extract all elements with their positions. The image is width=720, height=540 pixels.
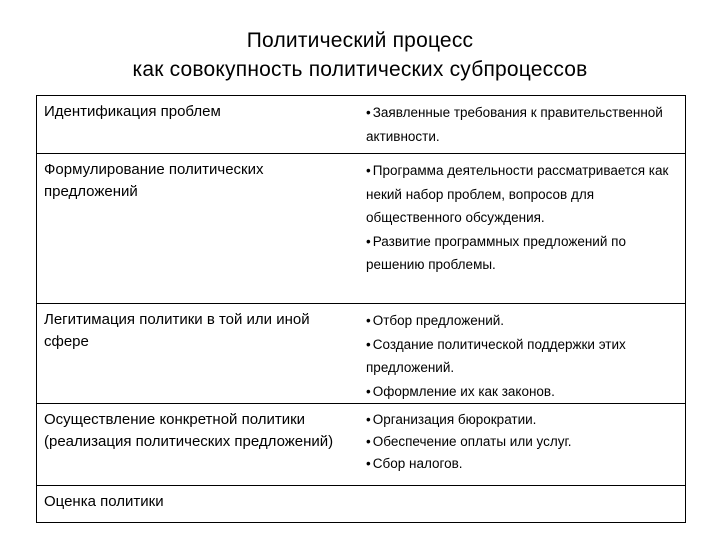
bullet-marker: • (366, 456, 371, 471)
process-table (36, 95, 686, 523)
bullet-marker: • (366, 434, 371, 449)
bullet-item (366, 101, 681, 148)
stage-cell: Осуществление конкретной политики (реализация политических предложений) (44, 411, 334, 450)
table-row-identification (37, 96, 685, 154)
slide-title (0, 26, 720, 84)
bullet-text: Создание политической поддержки этих предложений. (366, 336, 626, 375)
bullet-item (366, 309, 681, 333)
bullet-marker: • (366, 313, 371, 328)
table-row-legitimation (37, 304, 685, 404)
bullet-text: Отбор предложений. (372, 313, 505, 328)
bullet-marker: • (366, 383, 371, 399)
bullet-text: Заявленные требования к правительственной активности. (366, 105, 663, 144)
table-row-implementation (37, 404, 685, 486)
bullet-text: Сбор налогов. (372, 456, 463, 471)
bullet-text: Обеспечение оплаты или услуг. (372, 434, 572, 449)
bullet-item (366, 453, 681, 475)
bullet-item (366, 333, 681, 380)
description-cell (366, 101, 681, 148)
stage-cell: Легитимация политики в той или иной сфере (44, 311, 310, 350)
bullet-text: Организация бюрократии. (372, 412, 537, 427)
bullet-text: Программа деятельности рассматривается как некий набор проблем, вопросов для общественного обсуждения. (366, 163, 669, 225)
stage-cell: Формулирование политических предложений (44, 161, 264, 200)
bullet-item (366, 409, 681, 431)
bullet-marker: • (366, 105, 371, 120)
bullet-marker: • (366, 412, 371, 427)
bullet-marker: • (366, 336, 371, 352)
bullet-text: Развитие программных предложений по решению проблемы. (366, 233, 626, 272)
bullet-item (366, 230, 681, 277)
stage-cell: Оценка политики (44, 493, 164, 510)
stage-cell: Идентификация проблем (44, 103, 221, 120)
description-cell (366, 309, 681, 403)
bullet-marker: • (366, 233, 371, 249)
table-row-evaluation (37, 486, 685, 522)
title-line-2: как совокупность политических субпроцессов (132, 58, 588, 81)
bullet-text: Оформление их как законов. (372, 383, 555, 399)
bullet-item (366, 431, 681, 453)
bullet-marker: • (366, 163, 371, 178)
bullet-item (366, 159, 681, 230)
description-cell (366, 159, 681, 277)
bullet-item (366, 380, 681, 404)
description-cell (366, 409, 681, 475)
table-row-formulation (37, 154, 685, 304)
title-line-1: Политический процесс (246, 29, 474, 52)
